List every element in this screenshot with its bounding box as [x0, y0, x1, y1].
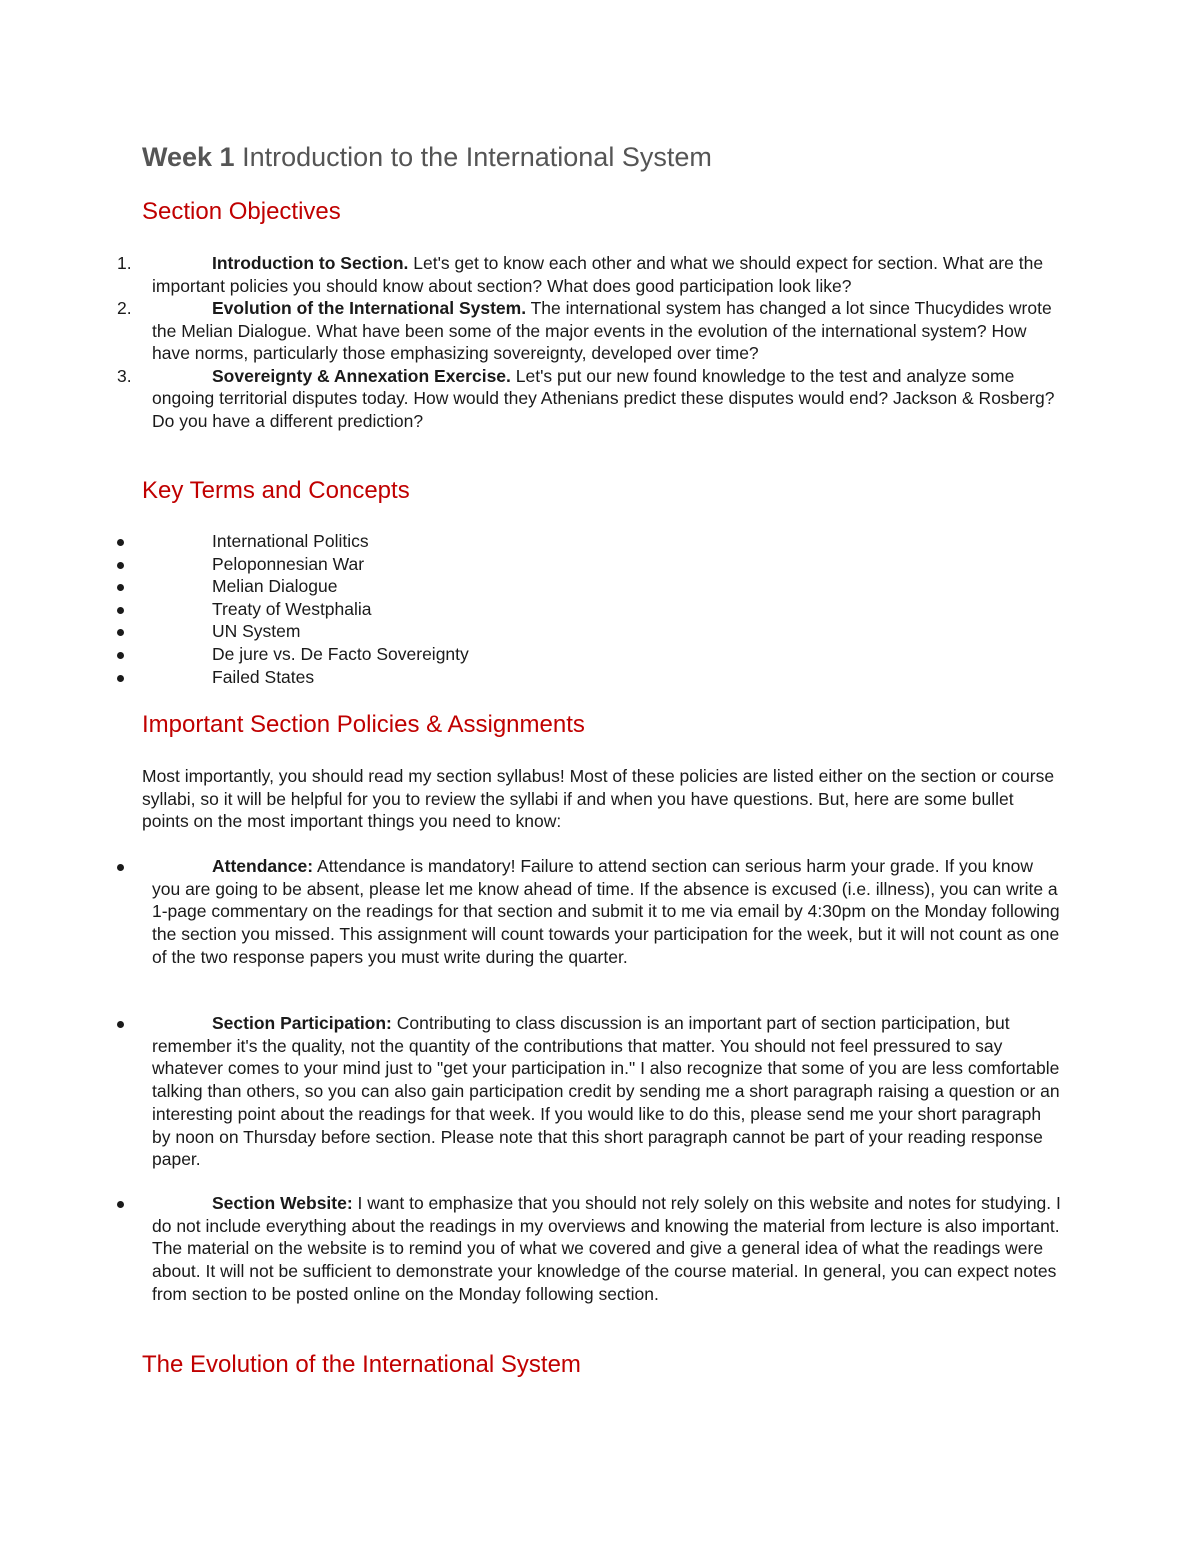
- policy-label: Attendance:: [212, 856, 314, 876]
- bullet-icon: [117, 652, 124, 659]
- policies-intro: Most importantly, you should read my section syllabus! Most of these policies are listed either on the section or course syllabi, so it will be helpful for you to review the syllabi if and when you have questions. But, here are some bullet points on the most important things you need to know:: [142, 766, 1055, 831]
- policies-heading: Important Section Policies & Assignments: [142, 711, 585, 738]
- key-terms-heading: Key Terms and Concepts: [142, 477, 410, 504]
- list-number: 1.: [117, 253, 132, 273]
- policy-label: Section Website:: [212, 1193, 353, 1213]
- bullet-icon: [117, 584, 124, 591]
- objective-text: Let's get to know each other and what we should expect for section. What are the important policies you should know about section? What does good participation look like?: [152, 253, 1044, 296]
- term-text: Failed States: [212, 666, 315, 687]
- objectives-list: [0, 252, 1062, 432]
- title-text: Introduction to the International System: [234, 142, 712, 172]
- list-item: [0, 1192, 1064, 1306]
- bullet-icon: [117, 607, 124, 614]
- list-item: [0, 855, 1064, 969]
- bullet-icon: [117, 675, 124, 682]
- bullet-icon: [117, 629, 124, 636]
- term-text: UN System: [212, 621, 301, 642]
- policy-text: I want to emphasize that you should not rely solely on this website and notes for studying. I do not include everything about the readings in my overviews and knowing the material from lecture is also important. The material on the website is to remind you of what we covered and give a general idea of what the readings were about. It will not be sufficient to demonstrate your knowledge of the course material. In general, you can expect notes from section to be posted online on the Monday following section.: [152, 1193, 1061, 1304]
- list-number: 3.: [117, 365, 132, 386]
- bullet-icon: [117, 864, 124, 871]
- objective-text: Let's put our new found knowledge to the test and analyze some ongoing territorial disputes today. How would they Athenians predict these disputes would end? Jackson & Rosberg? Do you have a different prediction?: [152, 365, 1055, 431]
- evolution-heading: The Evolution of the International System: [142, 1351, 581, 1378]
- list-item: [0, 297, 1062, 365]
- list-item: [0, 1012, 1064, 1171]
- bullet-icon: [117, 1021, 124, 1028]
- term-text: Melian Dialogue: [212, 576, 338, 597]
- term-text: International Politics: [212, 531, 369, 551]
- objective-label: Introduction to Section.: [212, 253, 409, 273]
- policy-list-website: [0, 1192, 1064, 1306]
- list-number: 2.: [117, 298, 132, 318]
- term-text: De jure vs. De Facto Sovereignty: [212, 643, 469, 664]
- policy-text: Attendance is mandatory! Failure to attend section can serious harm your grade. If you know you are going to be absent, please let me know ahead of time. If the absence is excused (i.e. illness), you can write a 1-page commentary on the readings for that section and submit it to me via email by 4:30pm on the Monday following the section you missed. This assignment will count towards your participation for the week, but it will not count as one of the two response papers you must write during the quarter.: [152, 856, 1060, 967]
- section-objectives-heading: Section Objectives: [142, 198, 341, 225]
- policy-label: Section Participation:: [212, 1013, 392, 1033]
- list-item: [0, 365, 1062, 433]
- bullet-icon: [117, 562, 124, 569]
- week-label: Week 1: [142, 142, 235, 172]
- list-item: [0, 252, 1062, 297]
- bullet-icon: [117, 539, 124, 546]
- bullet-icon: [117, 1201, 124, 1208]
- policy-list-participation: [0, 1012, 1064, 1171]
- objective-text: The international system has changed a lot since Thucydides wrote the Melian Dialogue. What have been some of the major events in the evolution of the international system? How have norms, particularly those emphasizing sovereignty, developed over time?: [152, 298, 1052, 363]
- term-text: Peloponnesian War: [212, 553, 365, 574]
- term-text: Treaty of Westphalia: [212, 598, 372, 619]
- page-title: [142, 142, 712, 173]
- objective-label: Sovereignty & Annexation Exercise.: [212, 365, 511, 386]
- policy-list-attendance: [0, 855, 1064, 969]
- policy-text: Contributing to class discussion is an important part of section participation, but remember it's the quality, not the quantity of the contributions that matter. You should not feel pressured to say whatever comes to your mind just to "get your participation in." I also recognize that some of you are less comfortable talking than others, so you can also gain participation credit by sending me a short paragraph raising a question or an interesting point about the readings for that week. If you would like to do this, please send me your short paragraph by noon on Thursday before section. Please note that this short paragraph cannot be part of your reading response paper.: [152, 1013, 1060, 1170]
- objective-label: Evolution of the International System.: [212, 298, 527, 318]
